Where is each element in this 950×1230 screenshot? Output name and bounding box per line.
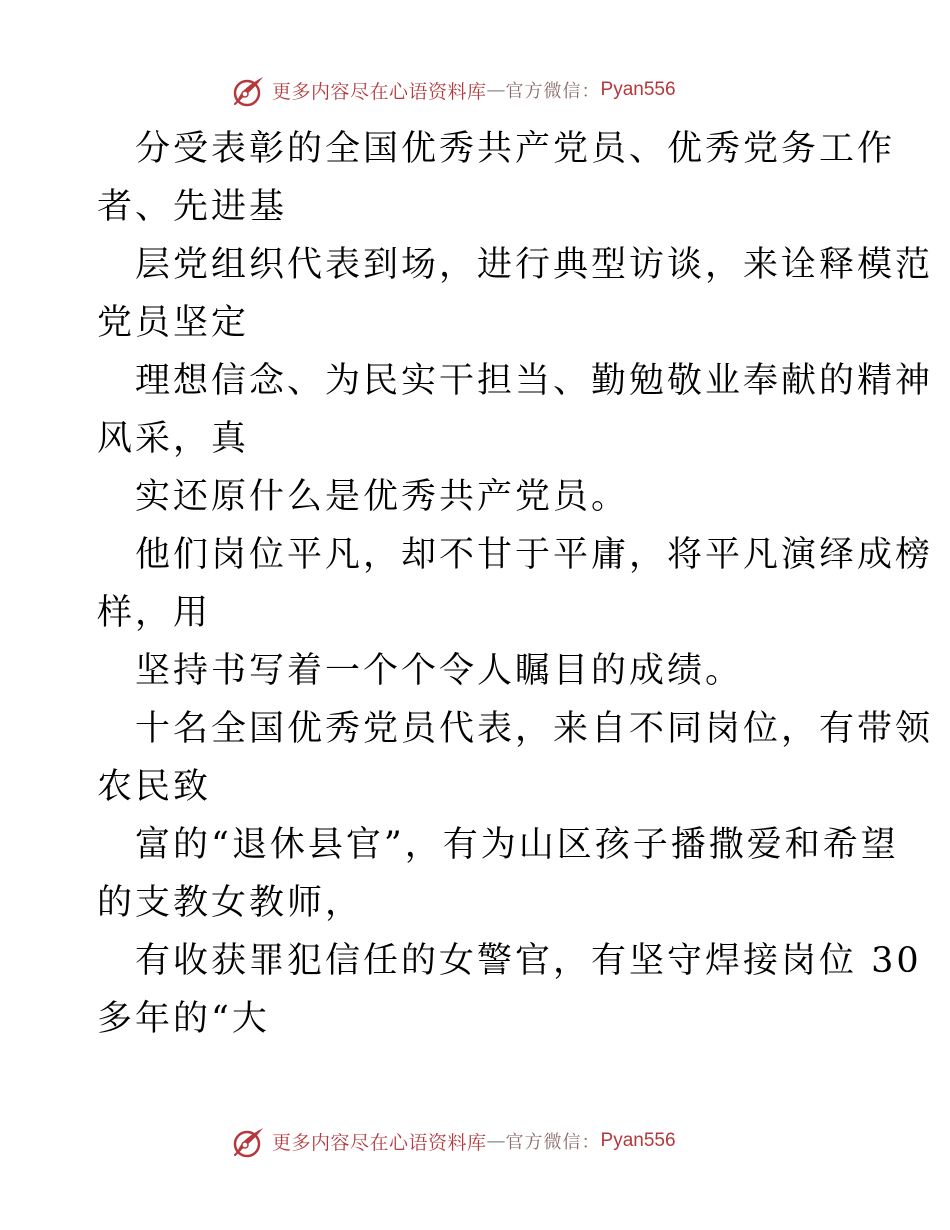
footer-wechat-id: Pyan556 bbox=[600, 1130, 676, 1151]
body-line: 农民致 bbox=[97, 767, 212, 807]
footer-banner-separator: — bbox=[486, 1130, 506, 1152]
body-line: 富的“退休县官”，有为山区孩子播撒爱和希望 bbox=[135, 825, 899, 865]
body-line: 理想信念、为民实干担当、勤勉敬业奉献的精神 bbox=[135, 361, 934, 401]
body-line: 他们岗位平凡，却不甘于平庸，将平凡演绎成榜 bbox=[135, 535, 934, 575]
header-wechat-id: Pyan556 bbox=[600, 79, 676, 100]
body-line: 层党组织代表到场，进行典型访谈，来诠释模范 bbox=[135, 245, 934, 285]
pen-logo-icon bbox=[232, 72, 268, 108]
body-text bbox=[97, 120, 934, 1048]
body-line: 有收获罪犯信任的女警官，有坚守焊接岗位 30 bbox=[135, 941, 922, 981]
header-wechat-label: 官方微信： bbox=[505, 81, 601, 102]
body-line: 实还原什么是优秀共产党员。 bbox=[135, 477, 630, 517]
footer-banner bbox=[232, 1122, 676, 1160]
header-banner-text: 更多内容尽在心语资料库 bbox=[272, 80, 487, 103]
body-line: 党员坚定 bbox=[97, 303, 250, 343]
header-banner-separator: — bbox=[486, 79, 506, 101]
body-line: 多年的“大 bbox=[97, 999, 270, 1039]
body-line: 风采，真 bbox=[97, 419, 250, 459]
footer-banner-text: 更多内容尽在心语资料库 bbox=[272, 1131, 487, 1154]
body-line: 者、先进基 bbox=[97, 187, 288, 227]
body-line: 样，用 bbox=[97, 593, 212, 633]
body-line: 坚持书写着一个个令人瞩目的成绩。 bbox=[135, 651, 744, 691]
pen-logo-icon bbox=[232, 1123, 268, 1159]
footer-wechat-label: 官方微信： bbox=[505, 1132, 601, 1153]
header-banner bbox=[232, 71, 676, 109]
body-line: 分受表彰的全国优秀共产党员、优秀党务工作 bbox=[135, 129, 896, 169]
body-line: 的支教女教师， bbox=[97, 883, 364, 923]
body-line: 十名全国优秀党员代表，来自不同岗位，有带领 bbox=[135, 709, 934, 749]
